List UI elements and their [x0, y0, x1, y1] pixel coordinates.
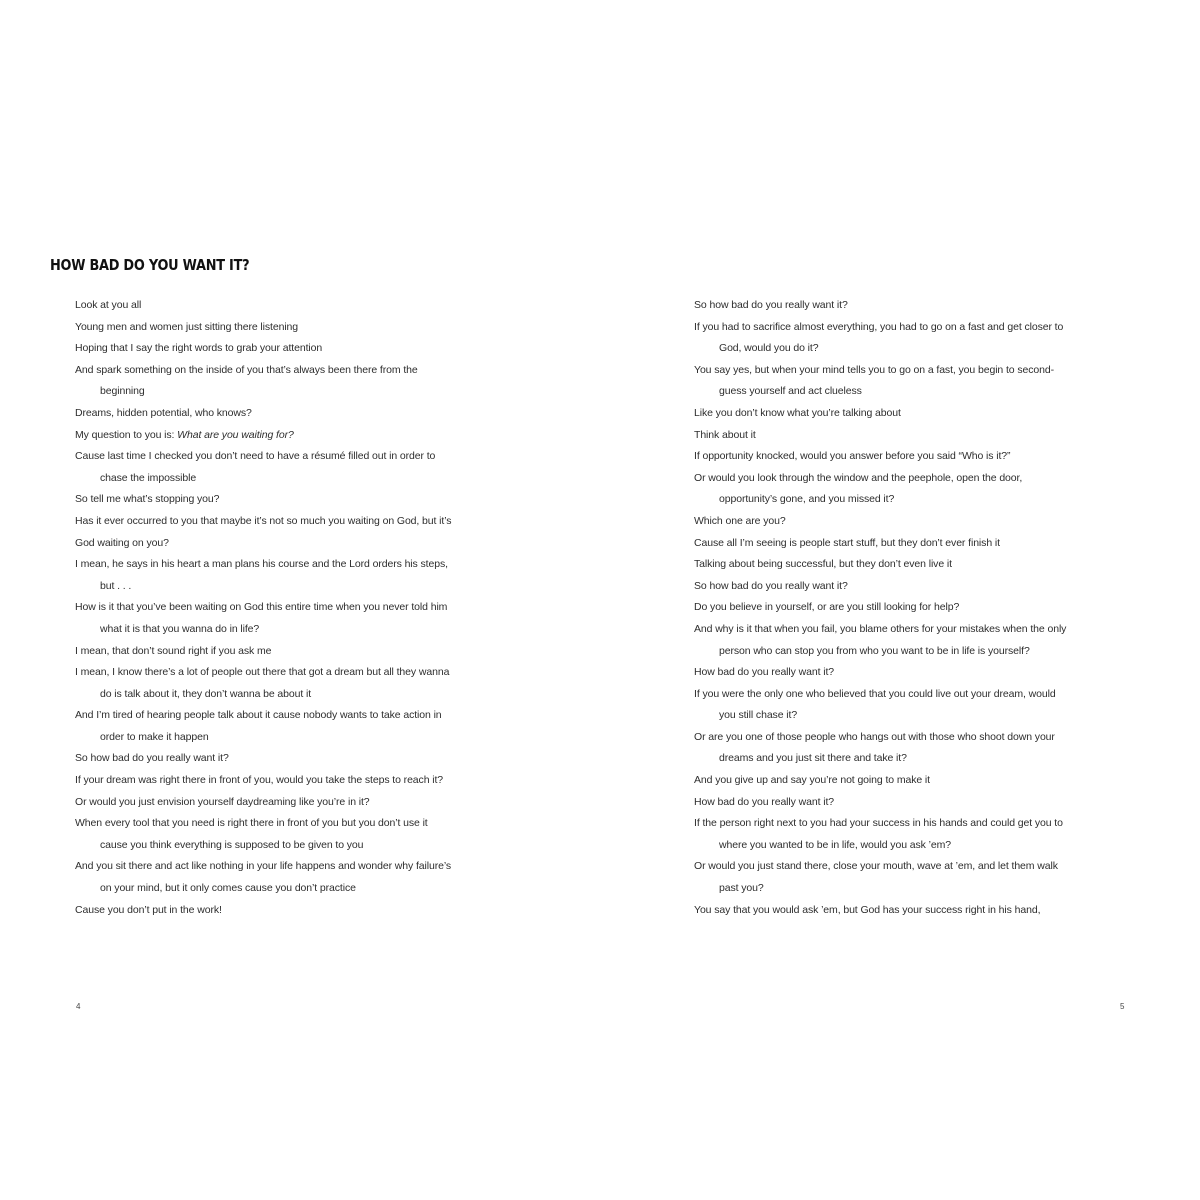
- poem-line-text: Or would you just stand there, close your mouth, wave at ’em, and let them walk: [694, 860, 1058, 873]
- poem-line-text: guess yourself and act clueless: [719, 385, 862, 398]
- poem-line-text: beginning: [100, 385, 145, 398]
- poem-line: [694, 813, 1164, 835]
- poem-line-text: You say that you would ask ’em, but God has your success right in his hand,: [694, 903, 1041, 916]
- poem-line-text: So how bad do you really want it?: [694, 579, 848, 592]
- poem-line: [75, 338, 545, 360]
- poem-line: [75, 748, 545, 770]
- poem-line-text: So tell me what’s stopping you?: [75, 493, 220, 506]
- poem-line-text: past you?: [719, 882, 764, 895]
- poem-line: [694, 662, 1164, 684]
- poem-line: [75, 554, 545, 576]
- poem-line: [75, 662, 545, 684]
- poem-line-text: How is it that you’ve been waiting on God this entire time when you never told him: [75, 601, 448, 614]
- poem-line: [694, 878, 1164, 900]
- poem-line: [75, 576, 545, 598]
- poem-line: [694, 900, 1164, 922]
- poem-line: [75, 641, 545, 663]
- poem-line-text: Think about it: [694, 428, 756, 441]
- poem-line-text: I mean, I know there’s a lot of people out there that got a dream but all they wanna: [75, 666, 450, 679]
- poem-line: [75, 533, 545, 555]
- poem-line-text: If the person right next to you had your success in his hands and could get you to: [694, 817, 1063, 830]
- poem-line-text: person who can stop you from who you want to be in life is yourself?: [719, 644, 1030, 657]
- poem-line: [694, 641, 1164, 663]
- poem-line: [75, 770, 545, 792]
- poem-line-text: Has it ever occurred to you that maybe it’s not so much you waiting on God, but it’s: [75, 514, 452, 527]
- poem-line: [694, 856, 1164, 878]
- poem-line-text: opportunity’s gone, and you missed it?: [719, 493, 895, 506]
- poem-line: [694, 835, 1164, 857]
- poem-line-text: So how bad do you really want it?: [694, 299, 848, 311]
- poem-line-text: So how bad do you really want it?: [75, 752, 229, 765]
- poem-line-text: If you had to sacrifice almost everything, you had to go on a fast and get closer to: [694, 320, 1064, 333]
- poem-line: [694, 554, 1164, 576]
- poem-line: [694, 403, 1164, 425]
- poem-line: [75, 684, 545, 706]
- poem-line: [694, 425, 1164, 447]
- poem-line-text: And why is it that when you fail, you blame others for your mistakes when the only: [694, 622, 1067, 635]
- poem-line-text: on your mind, but it only comes cause you don’t practice: [100, 882, 356, 895]
- poem-line-text: And you sit there and act like nothing in your life happens and wonder why failure’s: [75, 860, 452, 873]
- poem-line: [694, 489, 1164, 511]
- poem-line: [694, 597, 1164, 619]
- right-page: [600, 0, 1200, 1200]
- poem-line-text: Look at you all: [75, 299, 142, 311]
- poem-line-text: what it is that you wanna do in life?: [100, 622, 260, 635]
- poem-line-text: Young men and women just sitting there listening: [75, 320, 299, 333]
- poem-line: [75, 360, 545, 382]
- poem-line: [694, 317, 1164, 339]
- poem-line-text: Or would you just envision yourself daydreaming like you’re in it?: [75, 795, 370, 808]
- poem-line: [694, 727, 1164, 749]
- poem-line: [694, 684, 1164, 706]
- poem-line-text: do is talk about it, they don’t wanna be about it: [100, 687, 312, 700]
- poem-line: [694, 576, 1164, 598]
- poem-line: [694, 381, 1164, 403]
- poem-line: [75, 403, 545, 425]
- poem-line-text: I mean, he says in his heart a man plans his course and the Lord orders his steps,: [75, 558, 448, 571]
- poem-line-text: Which one are you?: [694, 514, 786, 527]
- poem-line-text: chase the impossible: [100, 471, 197, 484]
- poem-line: [75, 446, 545, 468]
- poem-line-text: cause you think everything is supposed to be given to you: [100, 838, 364, 851]
- poem-line-text: When every tool that you need is right there in front of you but you don’t use it: [75, 817, 428, 830]
- poem-line-text: Or would you look through the window and the peephole, open the door,: [694, 471, 1023, 484]
- poem-line-text: Cause you don’t put in the work!: [75, 903, 222, 916]
- page-number-left: 4: [76, 1002, 81, 1011]
- right-poem-lines: [694, 295, 1164, 921]
- poem-line: [75, 381, 545, 403]
- poem-line-text: Like you don’t know what you’re talking about: [694, 406, 901, 419]
- poem-line: [75, 705, 545, 727]
- poem-line: [694, 705, 1164, 727]
- poem-line: [694, 511, 1164, 533]
- poem-line: [75, 468, 545, 490]
- poem-line: [75, 597, 545, 619]
- poem-line: [694, 468, 1164, 490]
- poem-line: [75, 295, 545, 317]
- poem-line: [694, 338, 1164, 360]
- poem-line-text: Or are you one of those people who hangs out with those who shoot down your: [694, 730, 1055, 743]
- poem-line-text: God waiting on you?: [75, 536, 169, 549]
- poem-line-text: If your dream was right there in front of you, would you take the steps to reach it?: [75, 774, 444, 787]
- poem-line: [694, 748, 1164, 770]
- poem-line: [75, 511, 545, 533]
- poem-title: HOW BAD DO YOU WANT IT?: [50, 256, 250, 274]
- poem-line: [75, 813, 545, 835]
- poem-line-text: And you give up and say you’re not going to make it: [694, 774, 930, 787]
- poem-line: [694, 295, 1164, 317]
- poem-line-text: Hoping that I say the right words to grab your attention: [75, 342, 323, 355]
- poem-line-text: you still chase it?: [719, 709, 798, 722]
- poem-line-text: where you wanted to be in life, would you ask ’em?: [719, 838, 951, 851]
- poem-line-text: Dreams, hidden potential, who knows?: [75, 406, 252, 419]
- page-number-right: 5: [1120, 1002, 1125, 1011]
- poem-line-text: dreams and you just sit there and take it?: [719, 752, 907, 765]
- poem-line-text: order to make it happen: [100, 730, 209, 743]
- poem-line-emphasis: What are you waiting for?: [177, 428, 294, 441]
- poem-line-text: And I’m tired of hearing people talk about it cause nobody wants to take action in: [75, 709, 442, 722]
- poem-line-text: but . . .: [100, 579, 132, 592]
- poem-line: [694, 619, 1164, 641]
- poem-line: [75, 900, 545, 922]
- poem-line-text: If opportunity knocked, would you answer before you said “Who is it?”: [694, 450, 1011, 463]
- poem-line-text: You say yes, but when your mind tells you to go on a fast, you begin to second-: [694, 363, 1055, 376]
- poem-line: [75, 425, 545, 447]
- poem-line-text: Cause all I’m seeing is people start stuff, but they don’t ever finish it: [694, 536, 1000, 549]
- left-poem-lines: [75, 295, 545, 921]
- poem-line: [75, 317, 545, 339]
- poem-line: [694, 533, 1164, 555]
- poem-line-text: How bad do you really want it?: [694, 795, 834, 808]
- poem-line: [75, 878, 545, 900]
- poem-line: [75, 619, 545, 641]
- poem-line-text: And spark something on the inside of you that’s always been there from the: [75, 363, 418, 376]
- poem-line: [694, 446, 1164, 468]
- poem-line: [75, 792, 545, 814]
- poem-line-text: If you were the only one who believed that you could live out your dream, would: [694, 687, 1056, 700]
- poem-line: [694, 792, 1164, 814]
- poem-line-text: I mean, that don’t sound right if you ask me: [75, 644, 272, 657]
- poem-line-text: How bad do you really want it?: [694, 666, 834, 679]
- poem-line: [75, 835, 545, 857]
- poem-line-text: Cause last time I checked you don’t need to have a résumé filled out in order to: [75, 450, 436, 463]
- poem-line: [75, 489, 545, 511]
- poem-line-text: Talking about being successful, but they don’t even live it: [694, 558, 952, 571]
- poem-line: [694, 770, 1164, 792]
- poem-line: [75, 856, 545, 878]
- poem-line: [694, 360, 1164, 382]
- poem-line-text: Do you believe in yourself, or are you still looking for help?: [694, 601, 960, 614]
- poem-line: [75, 727, 545, 749]
- poem-line-text: My question to you is:: [75, 428, 178, 441]
- poem-line-text: God, would you do it?: [719, 342, 819, 355]
